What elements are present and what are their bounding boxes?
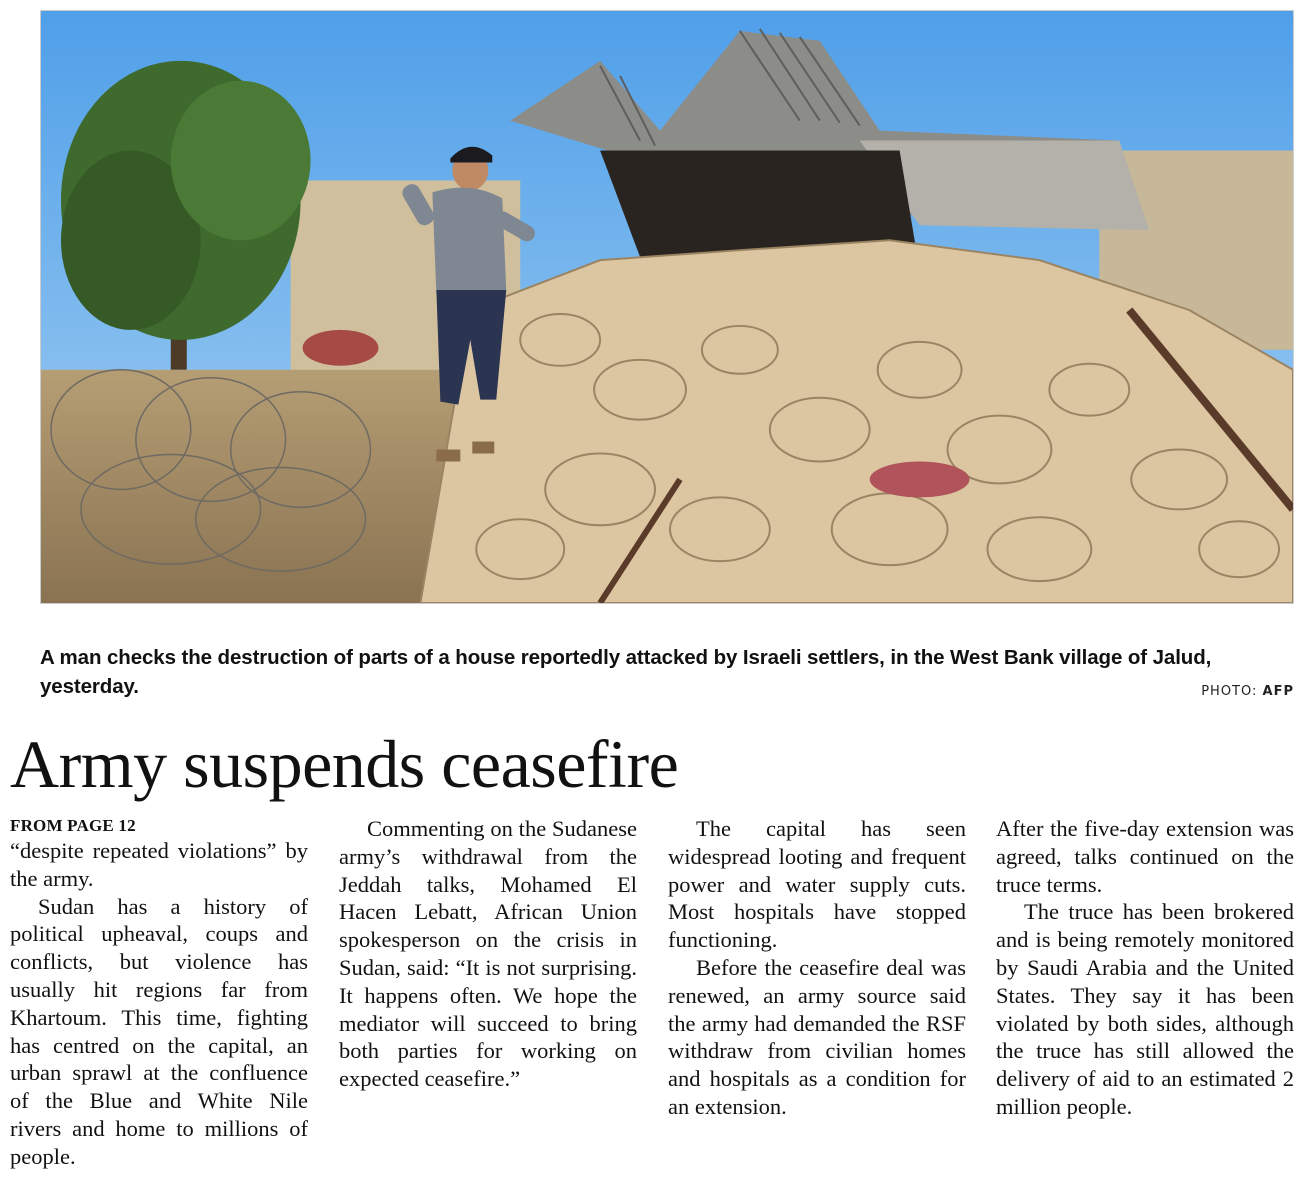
headline: Army suspends ceasefire [10,726,679,802]
cloth [303,330,379,366]
paragraph: The truce has been brokered and is being remotely monitored by Saudi Arabia and the United States. They say it has been violated by both sides, although the truce has still allowed the delivery of aid to an estimated 2 million people. [996,899,1294,1119]
photo-illustration [41,11,1293,603]
photo-caption: A man checks the destruction of parts of a house reportedly attacked by Israeli settlers, in the West Bank village of Jalud, yesterday. [40,646,1212,698]
article-column-1 [10,815,308,1171]
credit-source: AFP [1262,684,1294,699]
from-page-label: FROM PAGE 12 [10,816,136,835]
photo-credit [1201,684,1294,699]
article-column-3 [668,815,966,1121]
paragraph: The capital has seen widespread looting and frequent power and water supply cuts. Most hospitals have stopped functioning. [668,816,966,953]
paragraph: Commenting on the Sudanese army’s withdrawal from the Jeddah talks, Mohamed El Hacen Lebatt, African Union spokesperson on the crisis in Sudan, said: “It is not surprising. It happens often. We hope the mediator will succeed to bring both parties for working on expected ceasefire.” [339,816,637,1092]
article-column-4 [996,815,1294,1121]
paragraph: Sudan has a history of political upheaval, coups and conflicts, but violence has usually hit regions far from Khartoum. This time, fighting has centred on the capital, an urban sprawl at the confluence of the Blue and White Nile rivers and home to millions of people. [10,893,308,1169]
credit-label: PHOTO: [1201,684,1258,699]
article-column-2 [339,815,637,1093]
paragraph: Before the ceasefire deal was renewed, an army source said the army had demanded the RSF withdraw from civilian homes and hospitals as a condition for an extension. [668,954,966,1119]
news-photo [40,10,1294,604]
paragraph: “despite repeated violations” by the army. [10,838,308,891]
paragraph: After the five-day extension was agreed, talks continued on the truce terms. [996,816,1294,897]
